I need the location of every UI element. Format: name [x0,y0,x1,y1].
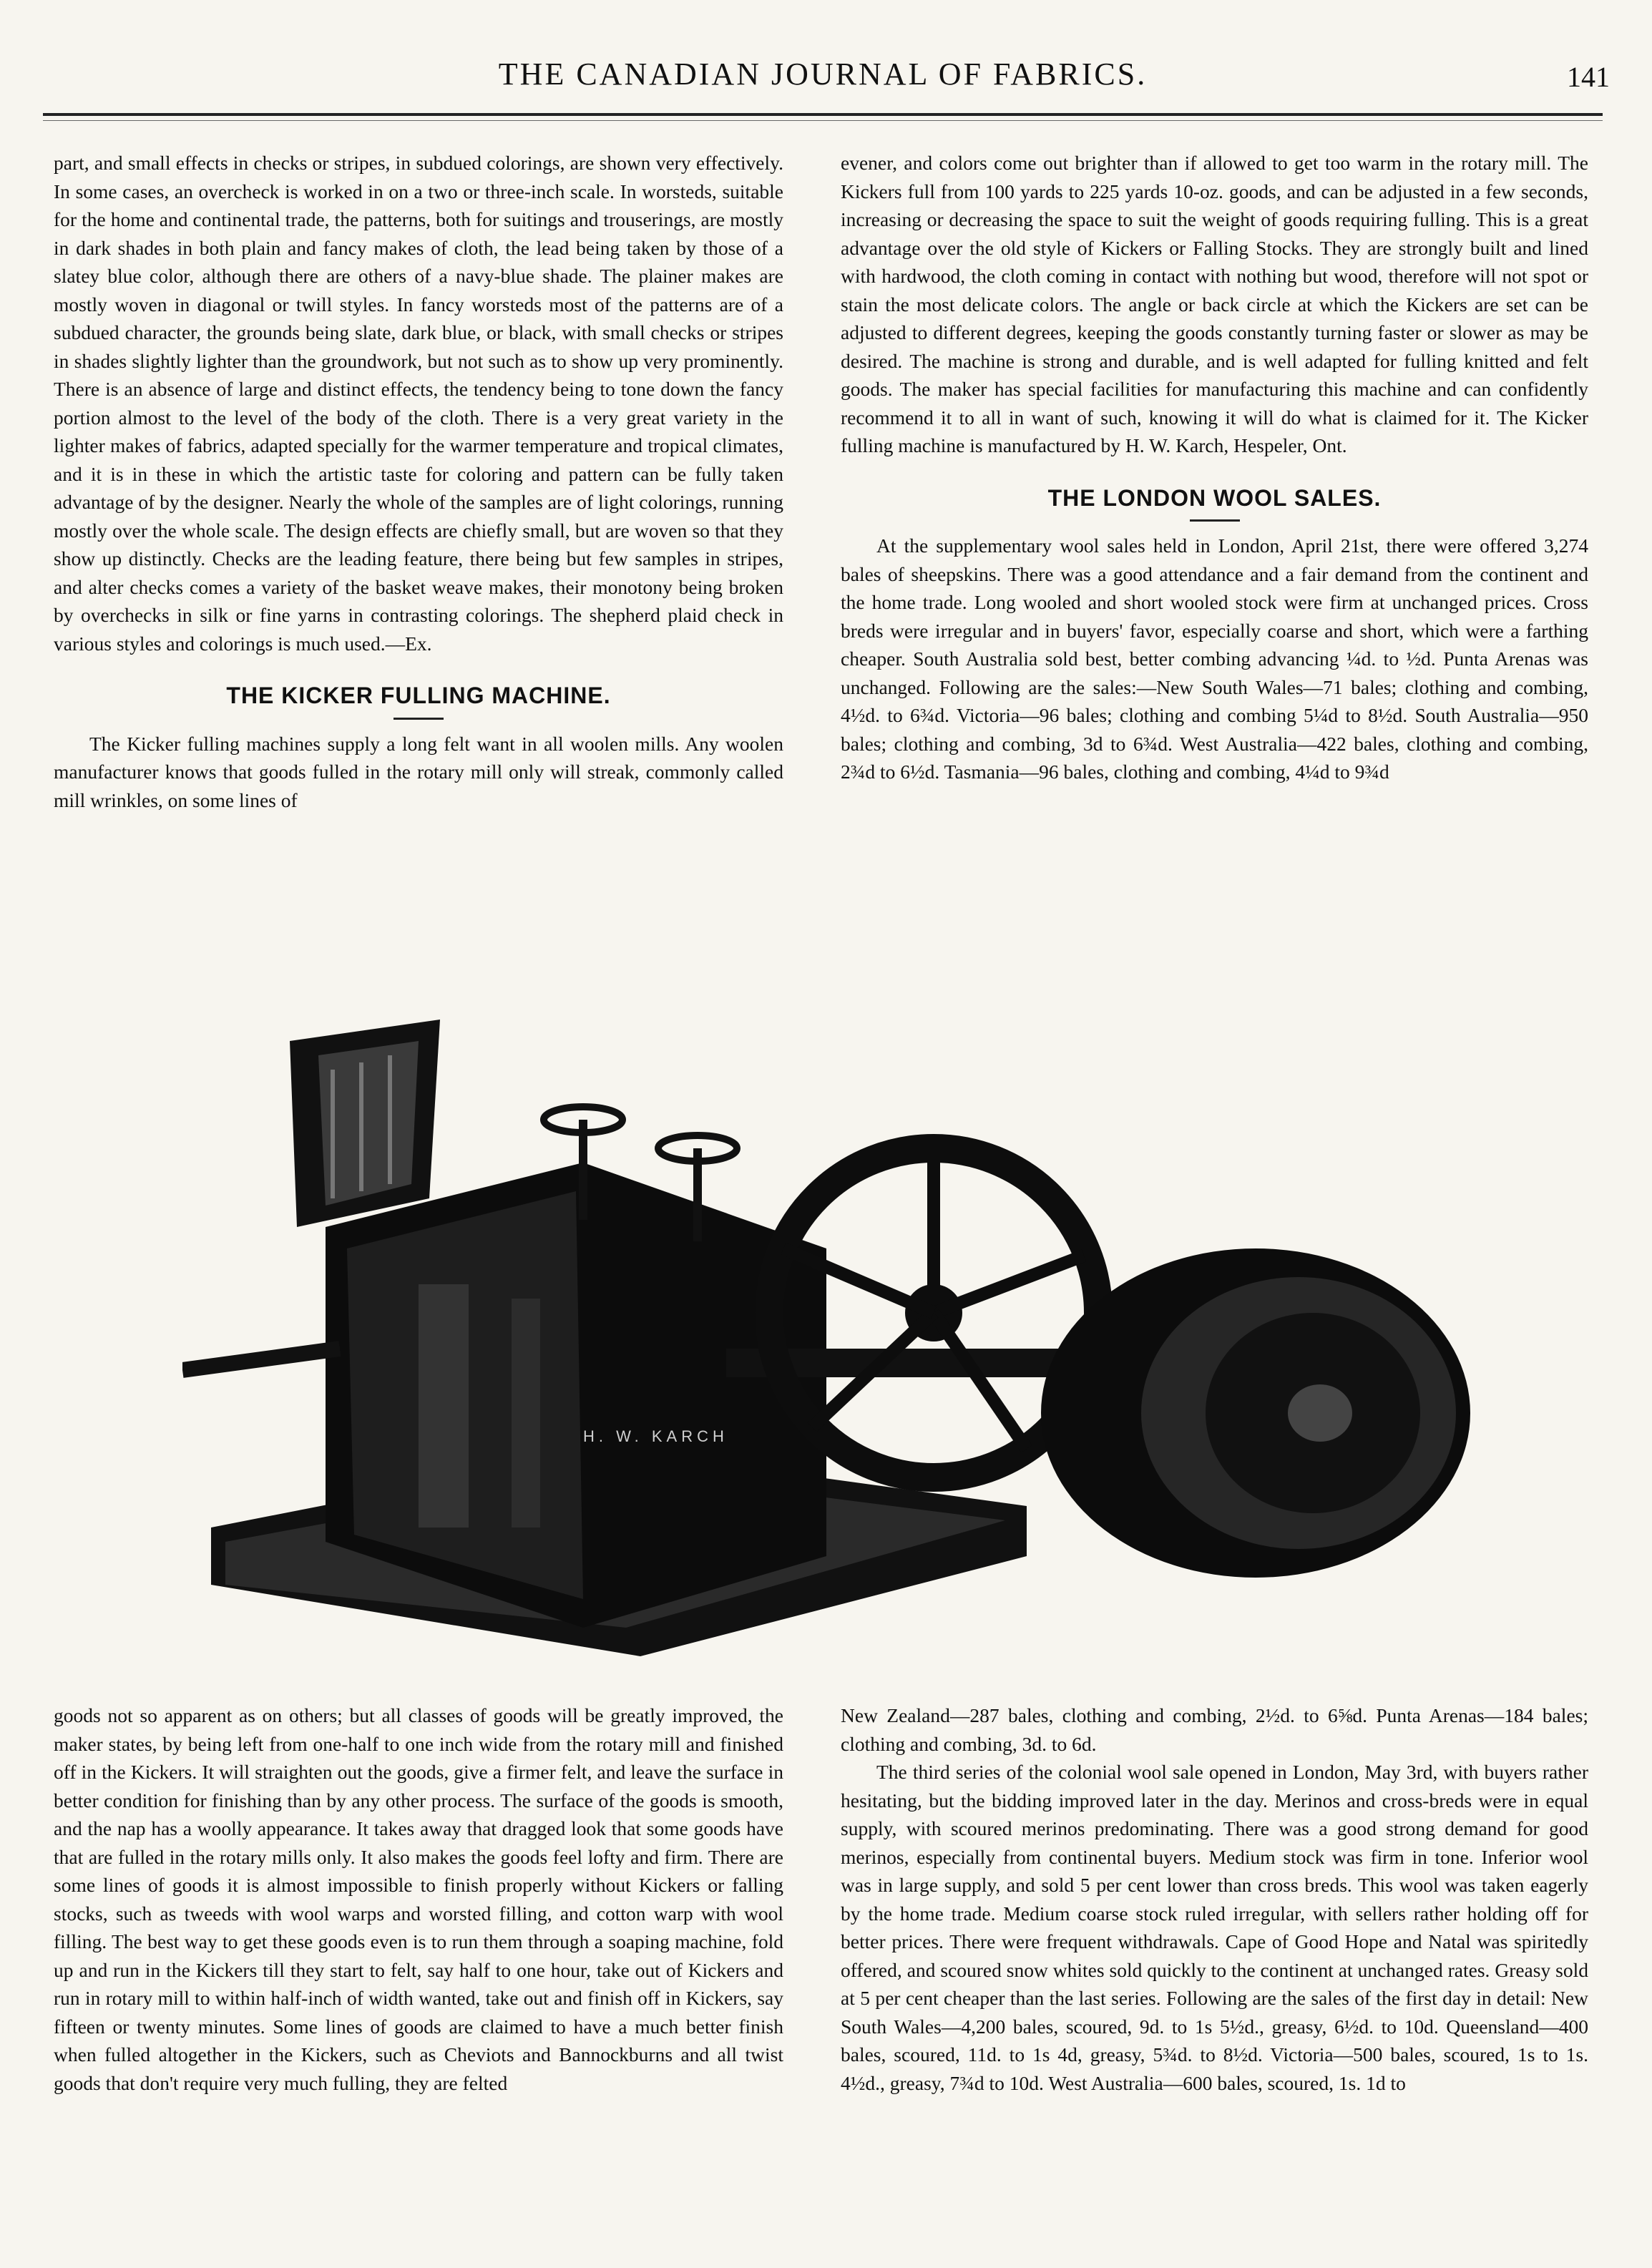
wool-sales-paragraph: At the supplementary wool sales held in London, April 21st, there were offered 3,274 bales of sheepskins. There was a good attendance and a fair demand from the continent and the home trade. Long wooled and short wooled stock were firm at unchanged prices. Cross breds were irregular and in buyers' favor, especially coarse and short, which were a farthing cheaper. South Australia sold best, better combing advancing ¼d. to ½d. Punta Arenas was unchanged. Following are the sales:—New South Wales—71 bales; clothing and combing, 4½d. to 6¾d. Victoria—96 bales; clothing and combing 5¼d to 8½d. South Australia—950 bales; clothing and combing, 3d to 6¾d. West Australia—422 bales, clothing and combing, 2¾d to 6½d. Tasmania—96 bales, clothing and combing, 4¼d to 9¾d [841,534,1588,783]
running-title: THE CANADIAN JOURNAL OF FABRICS. [498,57,1148,92]
page-number: 141 [1567,61,1610,93]
kicker-continuation-paragraph: evener, and colors come out brighter than if allowed to get too warm in the rotary mill. The Kickers full from 100 yards to 225 yards 10-oz. goods, and can be adjusted in a few seconds, increasing or decreasing the space to suit the weight of goods requiring fulling. This is a great advantage over the old style of Kickers or Falling Stocks. They are strongly built and lined with hardwood, the cloth coming in contact with nothing but wood, therefore will not spot or stain the most delicate colors. The angle or back circle at which the Kickers are set can be adjusted to different degrees, keeping the goods constantly turning faster or slower as may be desired. The machine is strong and durable, and is well adapted for fulling knitted and felt goods. The maker has special facilities for manufacturing this machine and can confidently recommend it to all in want of such, knowing it will do what is claimed for it. The Kicker fulling machine is manufactured by H. W. Karch, Hespeler, Ont. [841,152,1588,456]
kicker-process-paragraph: goods not so apparent as on others; but all classes of goods will be greatly improved, the maker states, by being left from one-half to one inch wide from the rotary mill and finished off in the Kickers. It will straighten out the goods, give a firmer felt, and leave the surface in better condition for finishing than by any other process. The surface of the goods is smooth, and the nap has a woolly appearance. It takes away that dragged look that some goods have that are fulled in the rotary mills only. It also makes the goods feel lofty and firm. There are some lines of goods it is almost impossible to finish properly without Kickers or falling stocks, such as tweeds with wool warps and worsted filling, and cotton warp with wool filling. The best way to get these goods even is to run them through a soaping machine, fold up and run in the Kickers till they start to felt, say half to one hour, take out of Kickers and run in rotary mill to within half-inch of width wanted, take out and finish off in Kickers, say fifteen or twenty minutes. Some lines of goods are claimed to have a much better finish when fulled altogether in the Kickers, such as Cheviots and Bannockburns and all twist goods that don't require very much fulling, they are felted [54,1704,783,2094]
maker-mark: H. W. KARCH [583,1427,728,1445]
top-right-column [841,149,1588,786]
heading-rule [1190,519,1240,522]
header-rule-thin [43,120,1603,121]
wool-sales-continuation: New Zealand—287 bales, clothing and combing, 2½d. to 6⅝d. Punta Arenas—184 bales; clothing and combing, 3d. to 6d. [841,1704,1588,1755]
page-header [36,56,1610,106]
top-left-column [54,149,783,814]
header-rule [43,113,1603,116]
colonial-wool-sale-paragraph: The third series of the colonial wool sale opened in London, May 3rd, with buyers rather hesitating, but the bidding improved later in the day. Merinos and cross-breds were in equal supply, with scoured merinos predominating. There was a good strong demand for good merinos, especially from continental buyers. Medium stock was firm in tone. Inferior wool was in large supply, and sold 5 per cent lower than cross breds. This wool was taken eagerly by the home trade. Medium coarse stock ruled irregular, with sellers rather holding off for better prices. There were frequent withdrawals. Cape of Good Hope and Natal was spiritedly offered, and scoured snow whites sold quickly to the continent at unchanged rates. Greasy sold at 5 per cent cheaper than the last series. Following are the sales of the first day in detail: New South Wales—4,200 bales, scoured, 9d. to 1s 5½d., greasy, 6½d. to 10d. Queensland—400 bales, scoured, 11d. to 1s 4d, greasy, 5¾d. to 8½d. Victoria—500 bales, scoured, 1s to 1s. 4½d., greasy, 7¾d to 10d. West Australia—600 bales, scoured, 1s. 1d to [841,1761,1588,2094]
bottom-right-column [841,1701,1588,2097]
kicker-machine-heading: THE KICKER FULLING MACHINE. [226,683,611,708]
article-continuation-paragraph: part, and small effects in checks or stripes, in subdued colorings, are shown very effectively. In some cases, an overcheck is worked in on a two or three-inch scale. In worsteds, suitable for the home and continental trade, the patterns, both for suitings and trouserings, are mostly in dark shades in both plain and fancy makes of cloth, the lead being taken by those of a slatey blue color, although there are others of a navy-blue shade. The plainer makes are mostly woven in diagonal or twill styles. In fancy worsteds most of the patterns are of a subdued character, the grounds being slate, dark blue, or black, with small checks or stripes in shades slightly lighter than the groundwork, but not such as to show up very prominently. There is an absence of large and distinct effects, the tendency being to tone down the fancy portion almost to the level of the body of the cloth. There is a very great variety in the lighter makes of fabrics, adapted specially for the warmer temperature and tropical climates, and it is in these in which the artistic taste for coloring and pattern can be fully taken advantage of by the designer. Nearly the whole of the samples are of light colorings, running mostly over the whole scale. The design effects are chiefly small, but are woven so that they show up distinctly. Checks are the leading feature, there being but few samples in stripes, and alter checks comes a variety of the basket weave makes, their monotony being broken by overchecks in silk or fine yarns in contrasting colorings. The shepherd plaid check in various styles and colorings is much used.—Ex. [54,152,783,655]
heading-rule [394,718,444,720]
kicker-fulling-machine-illustration [182,1012,1506,1692]
wool-sales-heading: THE LONDON WOOL SALES. [1047,484,1382,511]
kicker-intro-paragraph: The Kicker fulling machines supply a long felt want in all woolen mills. Any woolen manufacturer knows that goods fulled in the rotary mill only will streak, commonly called mill wrinkles, on some lines of [54,732,783,811]
bottom-left-column [54,1701,783,2097]
kicker-fulling-machine-icon [182,1012,1506,1692]
